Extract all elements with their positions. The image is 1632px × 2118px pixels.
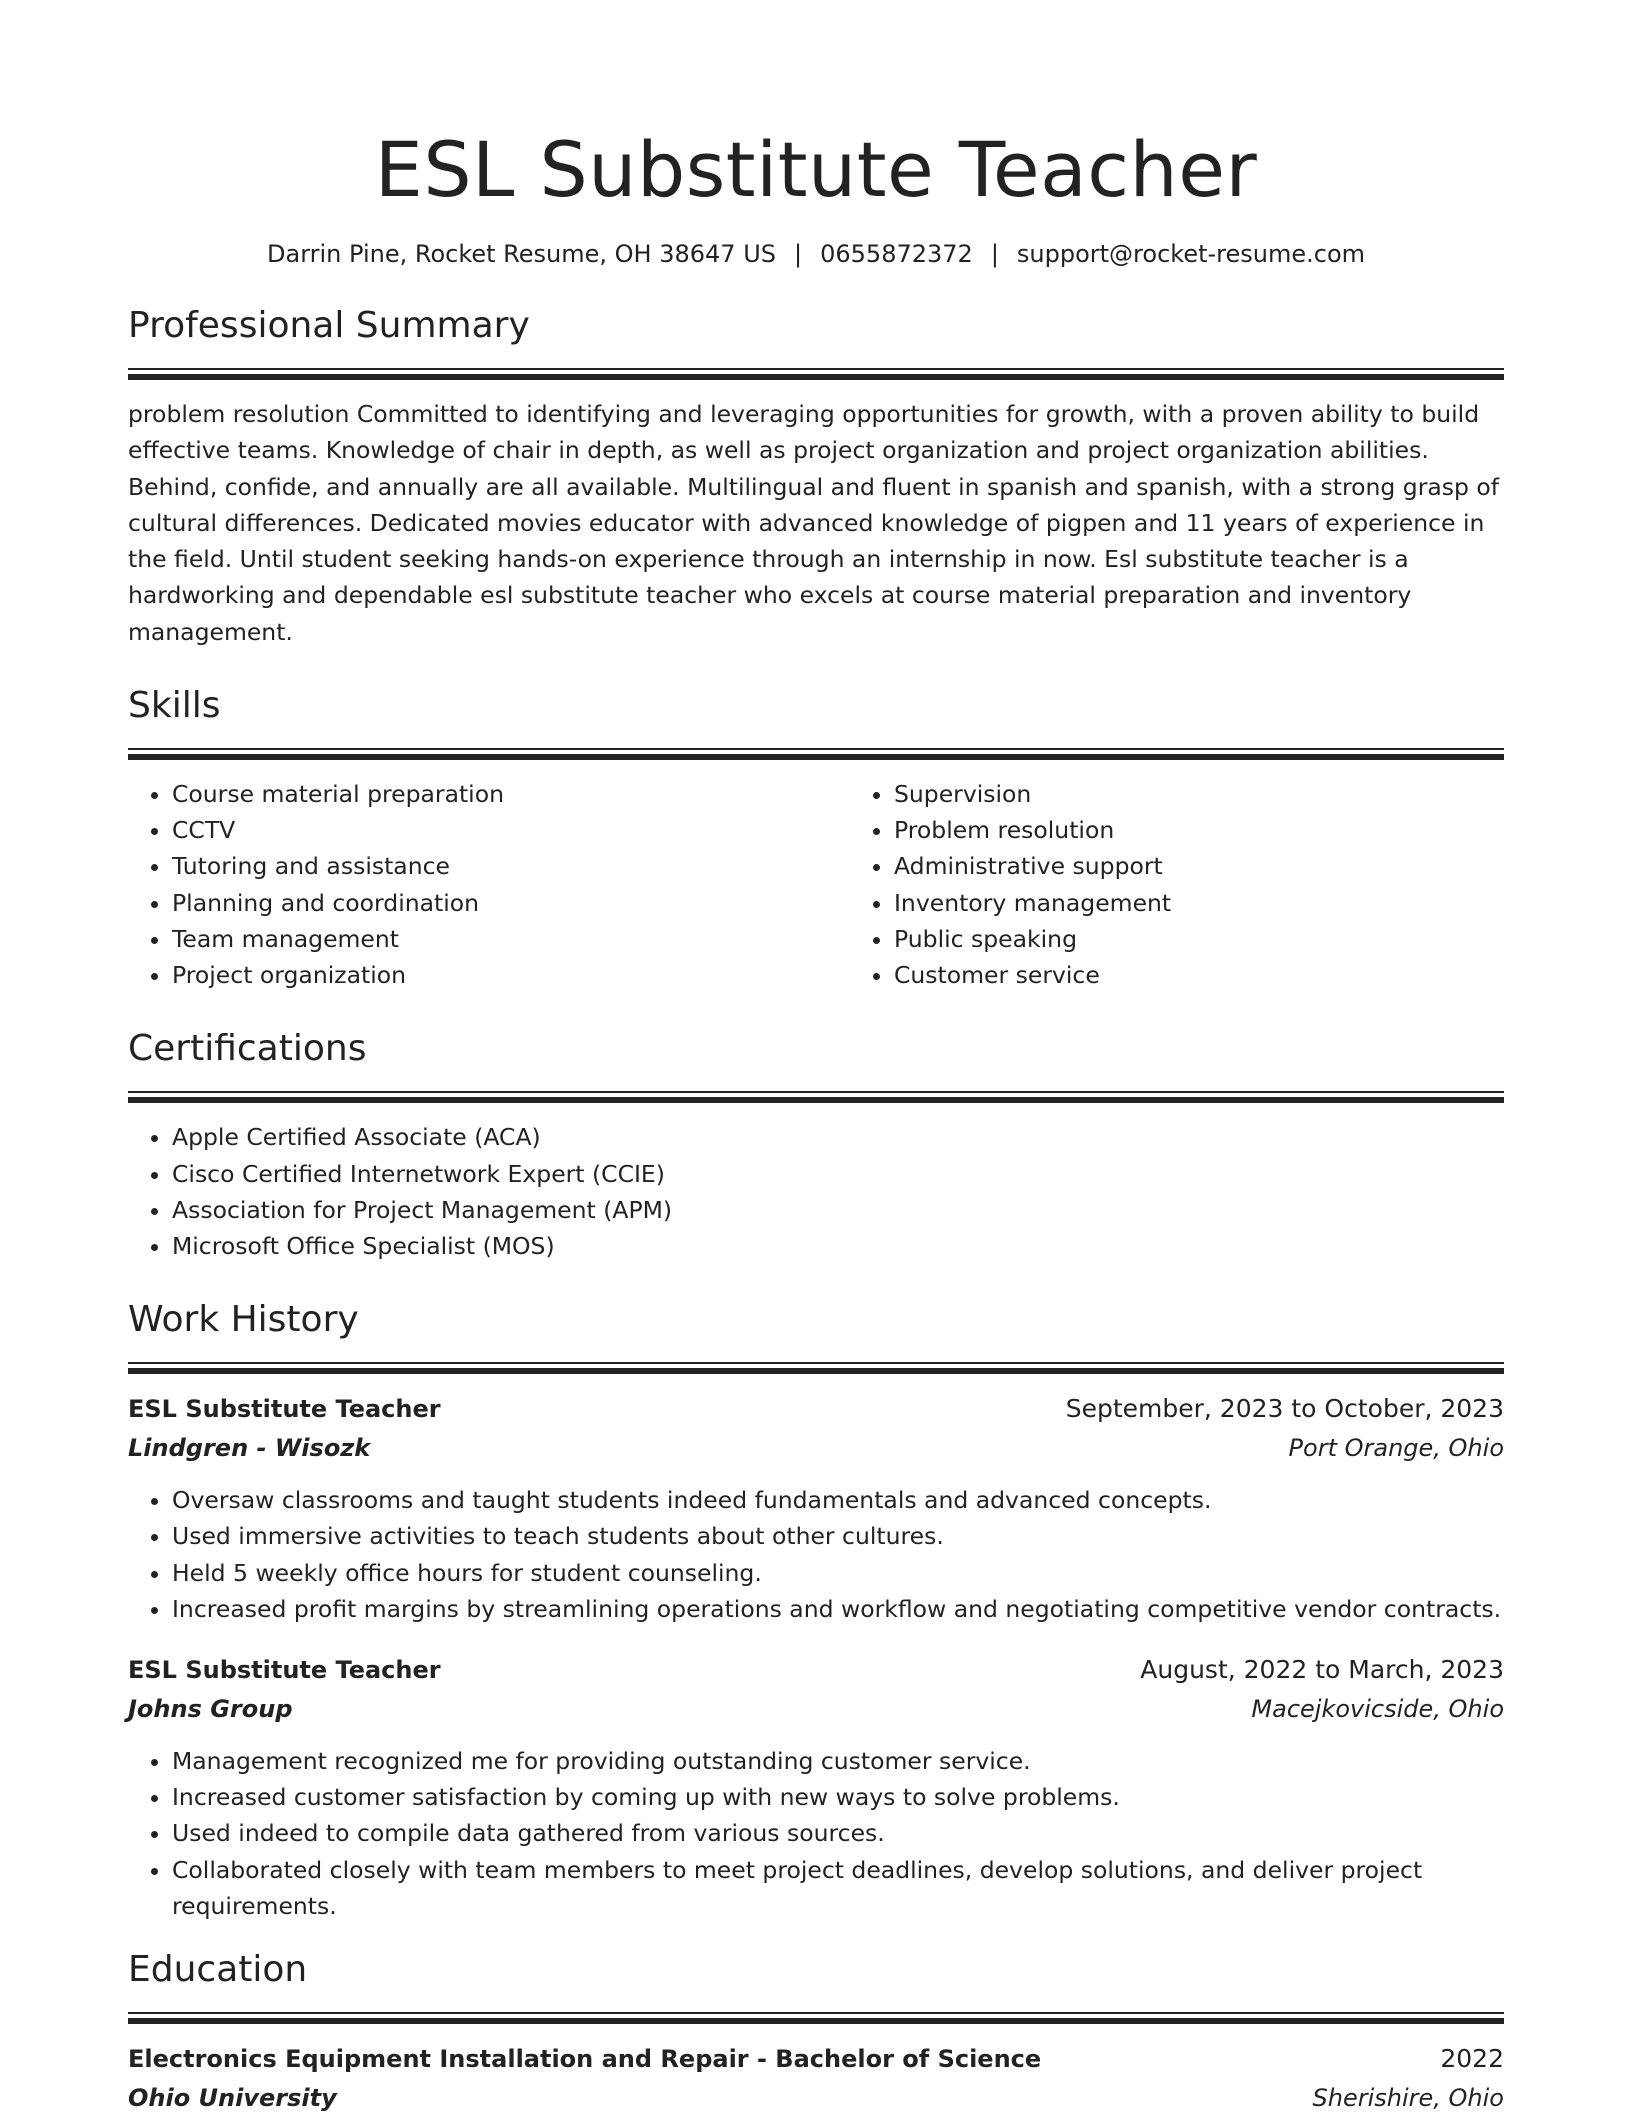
skill-item: • Team management [172, 921, 850, 957]
job-title: ESL Substitute Teacher [128, 1655, 441, 1684]
skill-item: • Public speaking [894, 921, 1171, 957]
skill-item: • Inventory management [894, 885, 1171, 921]
job-dates: September, 2023 to October, 2023 [1065, 1394, 1504, 1424]
skill-item: • Project organization [172, 957, 850, 993]
job-bullet: • Used indeed to compile data gathered from various sources. [172, 1815, 1504, 1851]
certifications-list [128, 1119, 1504, 1264]
job-dates: August, 2022 to March, 2023 [1140, 1654, 1504, 1684]
job-bullet: • Collaborated closely with team members to meet project deadlines, develop solutions, and deliver project requirements. [172, 1852, 1504, 1924]
job-title: ESL Substitute Teacher [128, 1395, 441, 1424]
summary-section [128, 304, 1504, 650]
certification-item: • Cisco Certified Internetwork Expert (CCIE) [172, 1156, 1504, 1192]
education-year: 2022 [1440, 2043, 1504, 2073]
skills-list-left [128, 776, 850, 993]
section-heading-education: Education [128, 1948, 308, 1990]
section-divider [128, 1091, 1504, 1093]
contact-separator: | [794, 240, 803, 268]
job-bullet: • Management recognized me for providing outstanding customer service. [172, 1743, 1504, 1779]
certification-item: • Apple Certified Associate (ACA) [172, 1119, 1504, 1155]
job-bullet: • Increased customer satisfaction by coming up with new ways to solve problems. [172, 1779, 1504, 1815]
education-location: Sherishire, Ohio [1312, 2083, 1504, 2112]
section-divider [128, 748, 1504, 750]
skill-item: • CCTV [172, 812, 850, 848]
certification-item: • Microsoft Office Specialist (MOS) [172, 1228, 1504, 1264]
skills-list-right [850, 776, 1171, 993]
section-divider [128, 2012, 1504, 2014]
job-location: Port Orange, Ohio [1288, 1434, 1504, 1463]
job-bullets [128, 1482, 1504, 1627]
skill-item: • Course material preparation [172, 776, 850, 812]
contact-separator: | [990, 240, 999, 268]
section-divider [128, 1362, 1504, 1364]
education-school: Ohio University [128, 2083, 337, 2112]
skill-item: • Administrative support [894, 848, 1171, 884]
contact-email: support@rocket-resume.com [1016, 240, 1365, 268]
job-company: Lindgren - Wisozk [128, 1434, 371, 1463]
job-entry [128, 1651, 1504, 1924]
job-location: Macejkovicside, Ohio [1251, 1694, 1504, 1723]
section-heading-certifications: Certifications [128, 1028, 367, 1070]
work-history-section [128, 1298, 1504, 1924]
job-bullet: • Used immersive activities to teach students about other cultures. [172, 1518, 1504, 1554]
resume-title: ESL Substitute Teacher [374, 125, 1258, 214]
job-bullet: • Held 5 weekly office hours for student counseling. [172, 1555, 1504, 1591]
skill-item: • Tutoring and assistance [172, 848, 850, 884]
skill-item: • Supervision [894, 776, 1171, 812]
section-divider [128, 368, 1504, 370]
skills-section [128, 684, 1504, 993]
section-heading-work: Work History [128, 1299, 359, 1341]
certifications-section [128, 1027, 1504, 1264]
section-heading-skills: Skills [128, 685, 221, 727]
job-bullet: • Increased profit margins by streamlining operations and workflow and negotiating competitive vendor contracts. [172, 1591, 1504, 1627]
education-entry [128, 2040, 1504, 2118]
skill-item: • Customer service [894, 957, 1171, 993]
education-section [128, 1948, 1504, 2118]
education-degree: Electronics Equipment Installation and Repair - Bachelor of Science [128, 2044, 1042, 2073]
contact-line [128, 238, 1504, 270]
job-bullet: • Oversaw classrooms and taught students indeed fundamentals and advanced concepts. [172, 1482, 1504, 1518]
job-company: Johns Group [128, 1694, 293, 1723]
section-heading-summary: Professional Summary [128, 305, 530, 346]
job-entry [128, 1390, 1504, 1627]
contact-phone: 0655872372 [820, 240, 973, 268]
skill-item: • Problem resolution [894, 812, 1171, 848]
job-bullets [128, 1743, 1504, 1924]
contact-address: Darrin Pine, Rocket Resume, OH 38647 US [267, 240, 777, 268]
certification-item: • Association for Project Management (APM) [172, 1192, 1504, 1228]
summary-text: problem resolution Committed to identifying and leveraging opportunities for growth, with a proven ability to build effective teams. Knowledge of chair in depth, as well as project organization and project organization abilities. Behind, confide, and annually are all available. Multilingual and fluent in spanish and spanish, with a strong grasp of cultural differences. Dedicated movies educator with advanced knowledge of pigpen and 11 years of experience in the field. Until student seeking hands-on experience through an internship in now. Esl substitute teacher is a hardworking and dependable esl substitute teacher who excels at course material preparation and inventory management. [128, 400, 1500, 646]
skill-item: • Planning and coordination [172, 885, 850, 921]
